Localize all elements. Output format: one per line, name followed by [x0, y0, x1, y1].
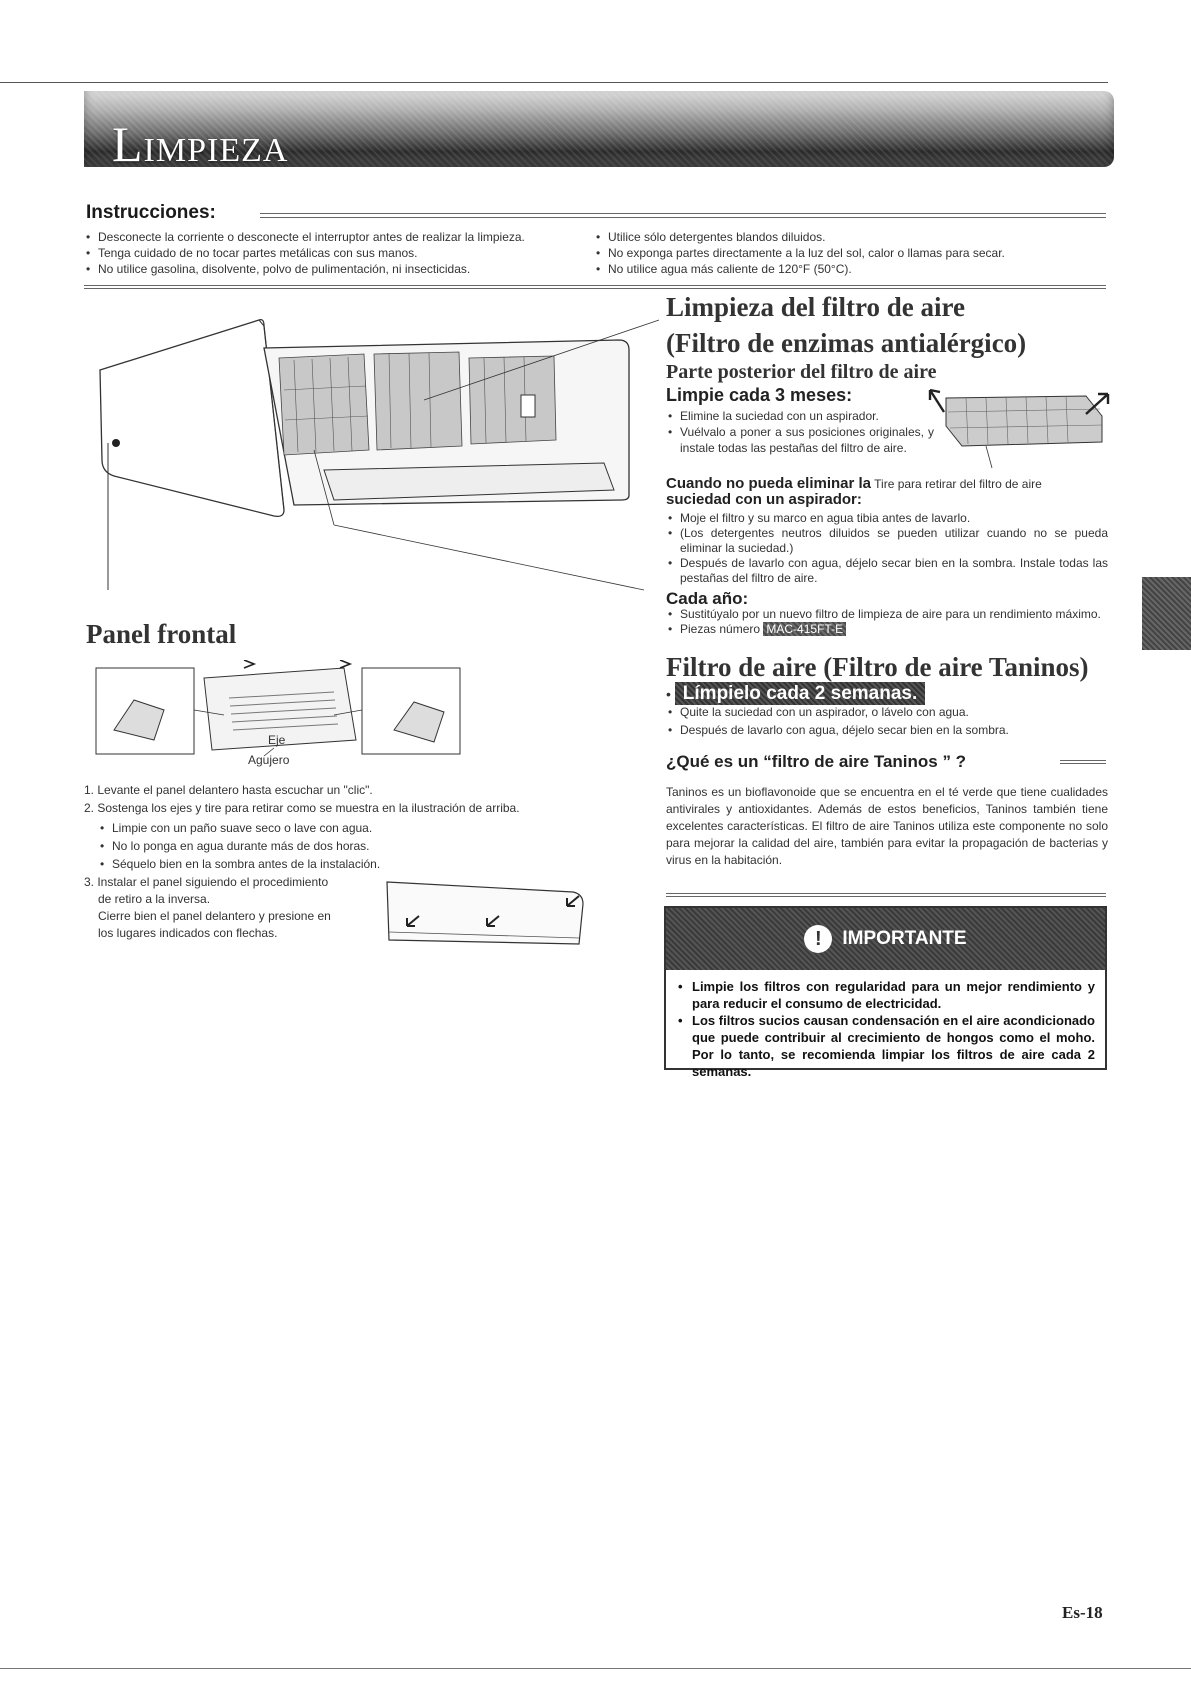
label-eje: Eje [268, 733, 286, 747]
list-item: • Quite la suciedad con un aspirador, o lávelo con agua. [666, 703, 1108, 721]
clean-3-months-heading: Limpie cada 3 meses: [666, 385, 853, 405]
taninos-filter-title: Filtro de aire (Filtro de aire Taninos) [666, 652, 1089, 682]
list-item: • (Los detergentes neutros diluidos se pueden utilizar cuando no se pueda eliminar la suciedad.) [666, 526, 1108, 556]
each-year-list [666, 607, 1108, 637]
important-list [676, 978, 1095, 1080]
list-item: • Utilice sólo detergentes blandos diluidos. [594, 229, 1106, 245]
panel-pivot-dot [112, 439, 120, 447]
step-2: 2. Sostenga los ejes y tire para retirar como se muestra en la ilustración de arriba. [84, 801, 520, 815]
list-item: • Séquelo bien en la sombra antes de la instalación. [98, 855, 598, 873]
panel-frontal-heading: Panel frontal [86, 619, 237, 649]
list-item: • No lo ponga en agua durante más de dos horas. [98, 837, 598, 855]
list-item: • Piezas número MAC-415FT-E [666, 622, 1108, 637]
section-rule [84, 285, 1106, 289]
part-number-badge: MAC-415FT-E [763, 622, 846, 636]
banner-title: LIMPIEZA [112, 116, 289, 172]
page-number: Es-18 [1062, 1603, 1103, 1622]
side-tab-marker [1142, 577, 1191, 650]
panel-close-illustration [383, 876, 593, 956]
label-agujero: Agujero [248, 753, 290, 767]
list-item: • Vuélvalo a poner a sus posiciones originales, y instale todas las pestañas del filtro de aire. [666, 424, 934, 456]
important-top-rule [666, 893, 1106, 897]
list-item: • Limpie con un paño suave seco o lave con agua. [98, 819, 598, 837]
important-box [664, 906, 1107, 1079]
list-item: • Los filtros sucios causan condensación en el aire acondicionado que puede contribuir al crecimiento de hongos como el moho. Por lo tanto, se recomienda limpiar los filtros de aire cada 2 semanas. [676, 1012, 1095, 1080]
list-item: • No exponga partes directamente a la luz del sol, calor o llamas para secar. [594, 245, 1106, 261]
instructions-left-list [84, 229, 584, 277]
list-item: • Tenga cuidado de no tocar partes metálicas con sus manos. [84, 245, 584, 261]
list-item: • No utilice agua más caliente de 120°F (50°C). [594, 261, 1106, 277]
filter-enzyme-title: (Filtro de enzimas antialérgico) [666, 328, 1027, 358]
step-2-sub-list [98, 819, 598, 873]
list-item: • No utilice gasolina, disolvente, polvo de pulimentación, ni insecticidas. [84, 261, 584, 277]
ac-unit-illustration [84, 300, 664, 660]
list-item: • Después de lavarlo con agua, déjelo secar bien en la sombra. [666, 721, 1108, 739]
filter-rear-subtitle: Parte posterior del filtro de aire [666, 361, 937, 383]
section-banner [84, 91, 1114, 172]
filter-illustration [926, 382, 1112, 470]
what-is-taninos-heading: ¿Qué es un “filtro de aire Taninos ” ? [666, 752, 967, 771]
bottom-rule [0, 1668, 1191, 1669]
list-item: • Desconecte la corriente o desconecte el interruptor antes de realizar la limpieza. [84, 229, 584, 245]
what-is-taninos-text: Taninos es un bioflavonoide que se encuentra en el té verde que tiene cualidades antivirales y antioxidantes. Además de estos beneficios, Taninos también tiene excelentes características. El filtro de aire Taninos utiliza este componente no solo para mejorar la calidad del aire, también para evitar la propagación de bacterias y virus en la habitación. [666, 785, 1108, 867]
top-rule [0, 82, 1108, 83]
step-3: 3. Instalar el panel siguiendo el procedimiento de retiro a la inversa. Cierre bien el panel delantero y presione en los lugares indicados con flechas. [84, 875, 331, 940]
taninos-list [666, 703, 1108, 739]
list-item: • Después de lavarlo con agua, déjelo secar bien en la sombra. Instale todas las pestañas del filtro de aire. [666, 556, 1108, 586]
exclamation-icon: ! [804, 925, 832, 953]
instructions-heading: Instrucciones: [86, 202, 216, 223]
instructions-rule [260, 213, 1106, 218]
important-header: ! IMPORTANTE [666, 908, 1105, 970]
list-item: • Sustitúyalo por un nuevo filtro de limpieza de aire para un rendimiento máximo. [666, 607, 1108, 622]
heading-rule [1060, 760, 1106, 764]
cannot-remove-list [666, 511, 1108, 586]
list-item: • Elimine la suciedad con un aspirador. [666, 408, 934, 424]
clean-2-weeks-badge: Límpielo cada 2 semanas. [675, 682, 925, 705]
each-year-heading: Cada año: [666, 589, 749, 608]
list-item: • Moje el filtro y su marco en agua tibia antes de lavarlo. [666, 511, 1108, 526]
instructions-right-list [594, 229, 1106, 277]
clean-3-months-list [666, 408, 934, 456]
filter-cleaning-title: Limpieza del filtro de aire [666, 292, 965, 322]
cannot-remove-heading: Cuando no pueda eliminar la Tire para retirar del filtro de aire suciedad con un aspirador: [666, 475, 1042, 508]
list-item: • Limpie los filtros con regularidad para un mejor rendimiento y para reducir el consumo de electricidad. [676, 978, 1095, 1012]
taninos-badge-row: • Límpielo cada 2 semanas. [666, 683, 925, 705]
step-1: 1. Levante el panel delantero hasta escuchar un "clic". [84, 783, 373, 797]
